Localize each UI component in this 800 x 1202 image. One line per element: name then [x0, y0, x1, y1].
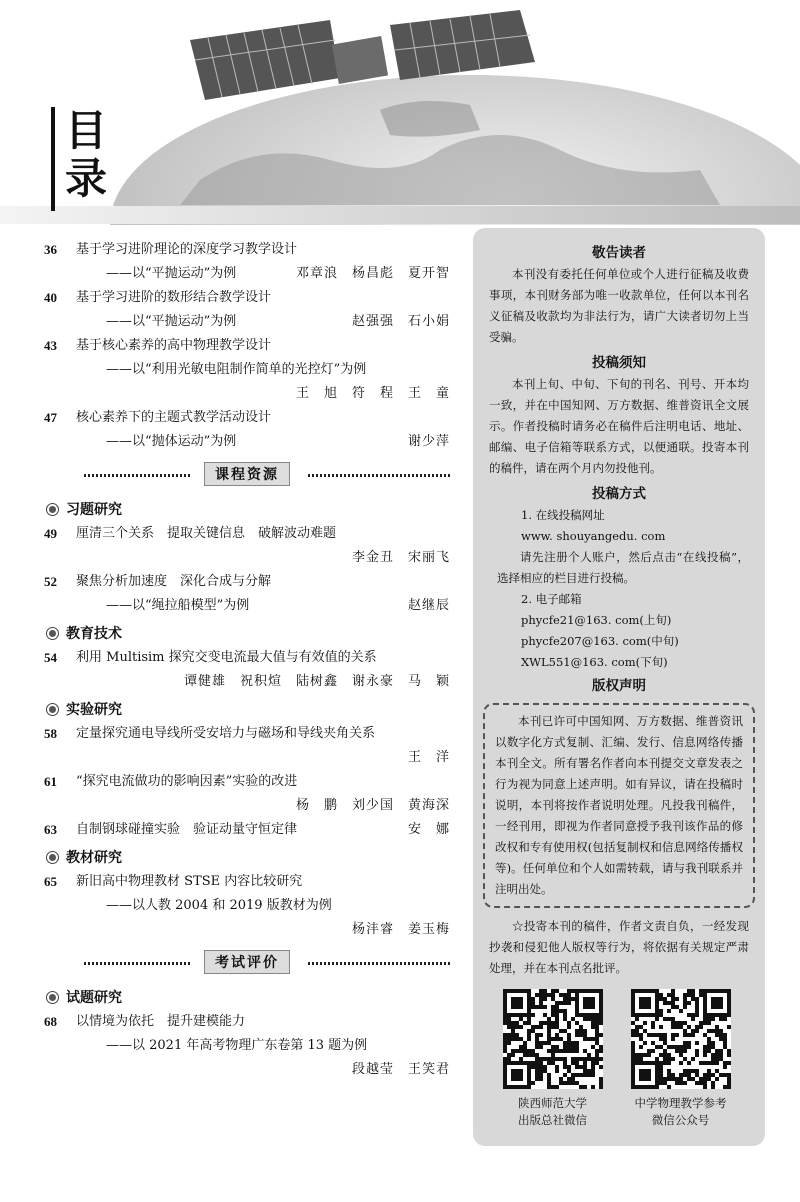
page-number: 47 [44, 410, 57, 425]
table-of-contents [44, 238, 450, 1082]
qr-left-caption: 出版总社微信 [518, 1113, 587, 1127]
method-line: 1. 在线投稿网址 [521, 508, 605, 522]
article-title[interactable]: 基于学习进阶的数形结合教学设计 [76, 290, 272, 305]
toc-entry-row [44, 570, 450, 594]
qr-left-caption: 陕西师范大学 [518, 1096, 587, 1110]
toc-entry[interactable] [44, 570, 450, 618]
divider-line [84, 962, 192, 965]
qr-code-right[interactable] [631, 989, 731, 1089]
page-number: 54 [44, 650, 57, 665]
article-authors: 赵强强 石小娟 [351, 314, 450, 329]
article-title[interactable]: 基于核心素养的高中物理教学设计 [76, 338, 272, 353]
subtitle-row [44, 262, 450, 286]
page-header [0, 0, 800, 225]
article-title[interactable]: 核心素养下的主题式教学活动设计 [76, 410, 272, 425]
page-number: 43 [44, 338, 57, 353]
email-link[interactable]: phycfe21@163. com(上旬) [521, 613, 672, 627]
copyright-box [483, 703, 755, 908]
category-name: 教育技术 [66, 626, 122, 642]
page-number: 36 [44, 242, 57, 257]
article-authors: 段越莹 王笑君 [351, 1062, 450, 1077]
toc-entry-row [44, 770, 450, 794]
qr-right-caption: 中学物理教学参考 [634, 1096, 727, 1110]
article-authors: 邓章浪 杨昌彪 夏开智 [295, 266, 450, 281]
article-subtitle: ——以“抛体运动”为例 [106, 434, 237, 449]
toc-entry-row [44, 406, 450, 430]
article-title[interactable]: “探究电流做功的影响因素”实验的改进 [76, 774, 298, 789]
section-divider [44, 948, 450, 978]
category-name: 习题研究 [66, 502, 122, 518]
bullet-circle-icon [46, 503, 59, 516]
submission-title: 投稿须知 [592, 355, 646, 371]
subtitle-row [44, 358, 450, 382]
subtitle-row [44, 594, 450, 618]
toc-entry-row [44, 722, 450, 746]
toc-entry-row [44, 818, 450, 842]
page-number: 63 [44, 822, 57, 837]
article-title[interactable]: 基于学习进阶理论的深度学习教学设计 [76, 242, 298, 257]
email-link[interactable]: XWL551@163. com(下旬) [521, 655, 668, 669]
toc-entry[interactable] [44, 870, 450, 942]
category-name: 实验研究 [66, 702, 122, 718]
toc-entry-row [44, 646, 450, 670]
page-number: 58 [44, 726, 57, 741]
page-number: 52 [44, 574, 57, 589]
page-number: 68 [44, 1014, 57, 1029]
bullet-circle-icon [46, 991, 59, 1004]
section-divider [44, 460, 450, 490]
toc-entry[interactable] [44, 722, 450, 770]
article-authors: 王 旭 符 程 王 童 [295, 386, 450, 401]
article-title[interactable]: 定量探究通电导线所受安培力与磁场和导线夹角关系 [76, 726, 376, 741]
category-heading [44, 622, 450, 646]
article-authors: 李金丑 宋丽飞 [351, 550, 450, 565]
article-subtitle: ——以“绳拉船模型”为例 [106, 598, 250, 613]
page-title [51, 107, 137, 211]
method-note: 请先注册个人账户，然后点击“在线投稿”，选择相应的栏目进行投稿。 [497, 550, 749, 585]
toc-entry[interactable] [44, 406, 450, 454]
page-number: 40 [44, 290, 57, 305]
subtitle-row [44, 1034, 450, 1058]
page-number: 49 [44, 526, 57, 541]
title-char: 目 [65, 106, 108, 155]
category-heading [44, 698, 450, 722]
article-title[interactable]: 新旧高中物理教材 STSE 内容比较研究 [76, 874, 303, 889]
page-number: 65 [44, 874, 57, 889]
website-link[interactable]: www. shouyangedu. com [521, 529, 666, 543]
method-title: 投稿方式 [592, 486, 646, 502]
subtitle-row [44, 310, 450, 334]
toc-entry-row [44, 522, 450, 546]
toc-entry[interactable] [44, 334, 450, 406]
article-authors: 杨 鹏 刘少国 黄海深 [295, 798, 450, 813]
bullet-circle-icon [46, 627, 59, 640]
divider-line [84, 474, 192, 477]
toc-entry-row [44, 870, 450, 894]
article-authors: 谢少萍 [407, 434, 450, 449]
page-number: 61 [44, 774, 57, 789]
article-authors: 王 洋 [407, 750, 450, 765]
article-title[interactable]: 利用 Multisim 探究交变电流最大值与有效值的关系 [76, 650, 377, 665]
category-heading [44, 846, 450, 870]
toc-entry-row [44, 334, 450, 358]
divider-line [308, 962, 450, 965]
section-label: 课程资源 [204, 462, 290, 486]
toc-entry[interactable] [44, 770, 450, 818]
article-title[interactable]: 聚焦分析加速度 深化合成与分解 [76, 574, 272, 589]
category-name: 试题研究 [66, 990, 122, 1006]
toc-entry[interactable] [44, 818, 450, 842]
divider-line [308, 474, 450, 477]
toc-entry[interactable] [44, 646, 450, 694]
article-authors: 赵继辰 [407, 598, 450, 613]
category-heading [44, 498, 450, 522]
email-link[interactable]: phycfe207@163. com(中旬) [521, 634, 679, 648]
copyright-text: 本刊已许可中国知网、万方数据、维普资讯以数字化方式复制、汇编、发行、信息网络传播本刊全文。所有署名作者向本刊提交文章发表之行为视为同意上述声明。如有异议，请在投稿时说明，本刊将按作者说明处理。凡投我刊稿件，一经刊用，即视为作者同意授予我刊该作品的修改权和专有使用权(包括复制权和信息网络传播权等)。任何单位和个人如需转载，请与我刊联系并注明出处。 [495, 714, 743, 896]
title-char: 录 [65, 154, 108, 203]
category-heading [44, 986, 450, 1010]
qr-code-left[interactable] [503, 989, 603, 1089]
article-authors: 安 娜 [407, 822, 450, 837]
toc-entry-row [44, 1010, 450, 1034]
toc-entry-row [44, 286, 450, 310]
warning-text: ☆投寄本刊的稿件，作者文责自负，一经发现抄袭和侵犯他人版权等行为，将依据有关规定严肃处理，并在本刊点名批评。 [489, 919, 749, 975]
section-label: 考试评价 [204, 950, 290, 974]
info-panel [473, 228, 765, 1146]
toc-entry[interactable] [44, 286, 450, 334]
subtitle-row [44, 430, 450, 454]
bullet-circle-icon [46, 851, 59, 864]
bullet-circle-icon [46, 703, 59, 716]
toc-entry[interactable] [44, 522, 450, 570]
category-name: 教材研究 [66, 850, 122, 866]
notice-text: 本刊没有委托任何单位或个人进行征稿及收费事项，本刊财务部为唯一收款单位，任何以本刊名义征稿及收款均为非法行为，请广大读者切勿上当受骗。 [489, 267, 749, 344]
submission-text: 本刊上旬、中旬、下旬的刊名、刊号、开本均一致，并在中国知网、万方数据、维普资讯全文展示。作者投稿时请务必在稿件后注明电话、地址、邮编、电子信箱等联系方式，以便通联。投寄本刊的稿件，请在两个月内勿投他刊。 [489, 377, 749, 475]
article-title[interactable]: 自制钢球碰撞实验 验证动量守恒定律 [76, 822, 298, 837]
article-authors: 谭健雄 祝积煊 陆树鑫 谢永豪 马 颖 [183, 674, 450, 689]
article-subtitle: ——以“利用光敏电阻制作简单的光控灯”为例 [106, 362, 367, 377]
toc-entry[interactable] [44, 238, 450, 286]
notice-title: 敬告读者 [592, 245, 646, 261]
article-subtitle: ——以“平抛运动”为例 [106, 266, 237, 281]
article-subtitle: ——以人教 2004 和 2019 版教材为例 [106, 898, 332, 913]
email-heading: 2. 电子邮箱 [521, 592, 582, 606]
article-title[interactable]: 厘清三个关系 提取关键信息 破解波动难题 [76, 526, 337, 541]
copyright-title: 版权声明 [592, 678, 646, 694]
toc-entry[interactable] [44, 1010, 450, 1082]
article-authors: 杨沣睿 姜玉梅 [351, 922, 450, 937]
article-subtitle: ——以 2021 年高考物理广东卷第 13 题为例 [106, 1038, 368, 1053]
qr-right-caption: 微信公众号 [651, 1113, 710, 1127]
subtitle-row [44, 894, 450, 918]
article-subtitle: ——以“平抛运动”为例 [106, 314, 237, 329]
article-title[interactable]: 以情境为依托 提升建模能力 [76, 1014, 246, 1029]
toc-entry-row [44, 238, 450, 262]
